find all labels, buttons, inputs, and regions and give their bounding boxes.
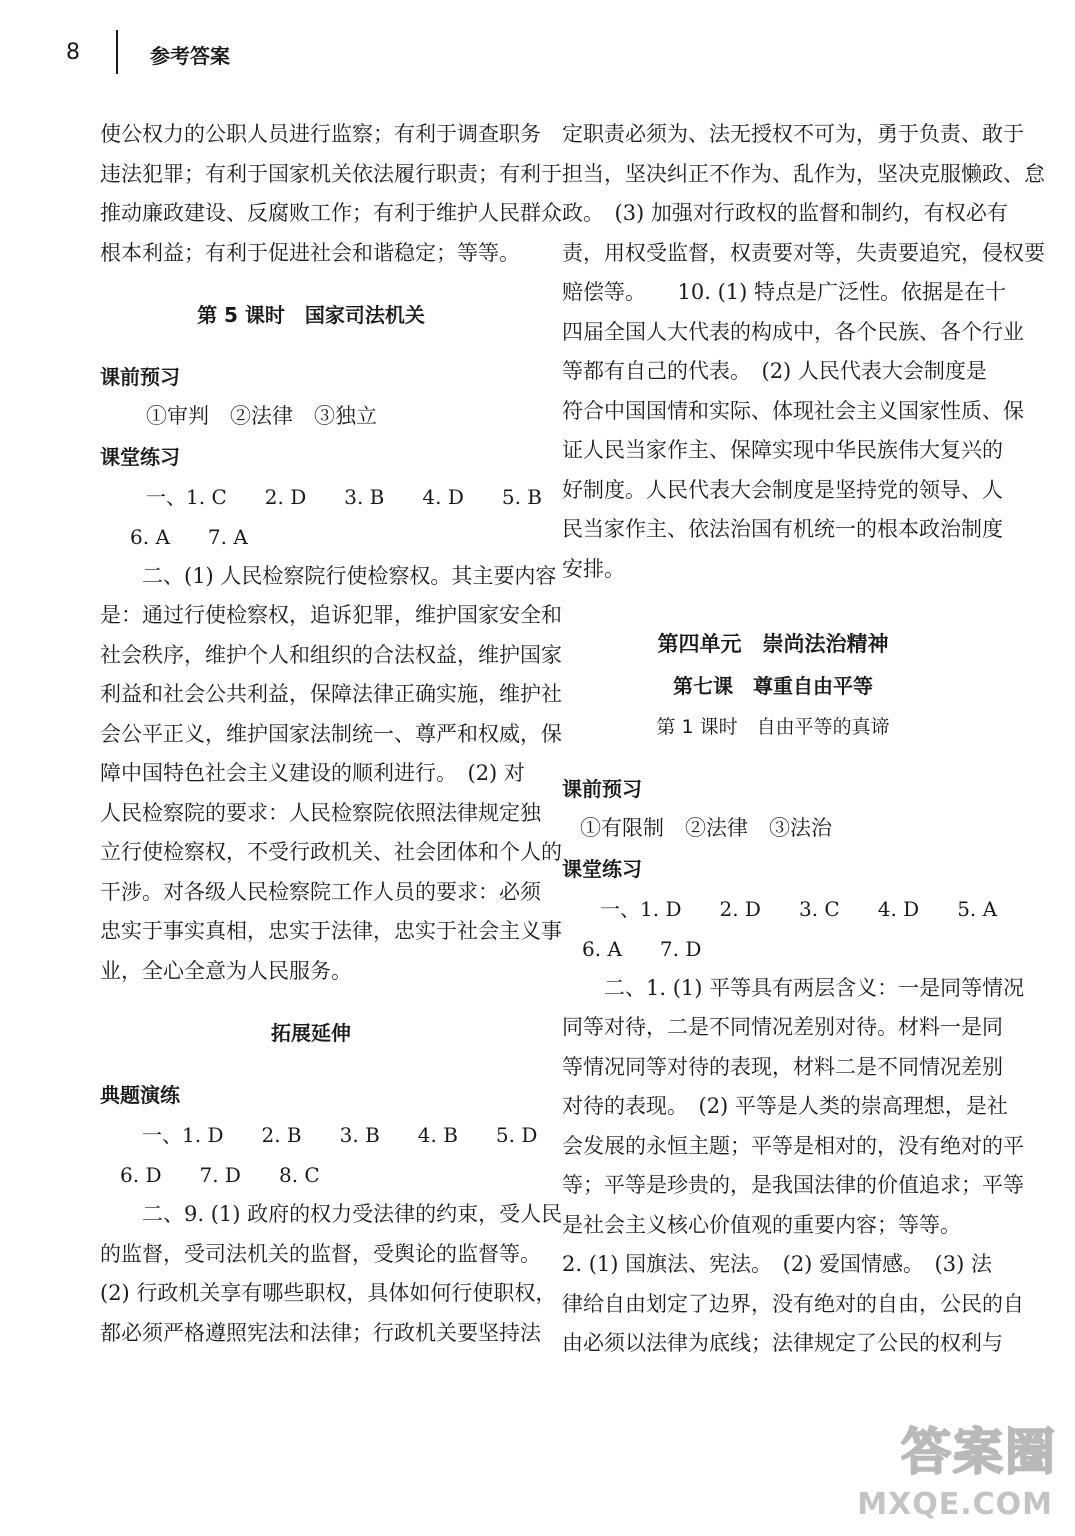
- text-line: 同等对待，二是不同情况差别对待。材料一是同: [562, 1015, 1003, 1039]
- text-line: 的监督，受司法机关的监督，受舆论的监督等。: [100, 1241, 541, 1266]
- practice-label: 课堂练习: [562, 856, 642, 881]
- text-line: 会发展的永恒主题；平等是相对的，没有绝对的平: [562, 1133, 1024, 1158]
- answer-item: 3. B: [339, 1123, 380, 1147]
- text-line: 二、1. (1) 平等具有两层含义：一是同等情况: [604, 975, 1025, 1000]
- text-line: 会公平正义，维护国家法制统一、尊严和权威，保: [100, 721, 562, 746]
- answer-item: 2. D: [264, 484, 307, 509]
- preview-label: 课前预习: [100, 365, 180, 389]
- text-line: 忠实于事实真相，忠实于法律，忠实于社会主义事: [100, 919, 562, 943]
- text-line: 律给自由划定了边界，没有绝对的自由，公民的自: [562, 1291, 1024, 1316]
- extension-title: 拓展延伸: [271, 1021, 351, 1045]
- answer-item: 5. A: [957, 896, 998, 921]
- text-line: 等；平等是珍贵的，是我国法律的价值追求；平等: [562, 1173, 1024, 1197]
- text-line: 利益和社会公共利益，保障法律正确实施，维护社: [100, 682, 562, 706]
- left-column: [100, 115, 563, 1353]
- answer-item: 4. D: [877, 896, 920, 921]
- period5-title: 第 5 课时 国家司法机关: [197, 303, 425, 327]
- answer-item: 4. D: [422, 484, 464, 509]
- text-line: 赔偿等。 10. (1) 特点是广泛性。依据是在十: [562, 280, 1006, 304]
- answer-item: 5. B: [501, 484, 542, 509]
- text-line: 政。 (3) 加强对行政权的监督和制约，有权必有: [562, 201, 1008, 225]
- practice-mc-row: [100, 517, 522, 557]
- practice-mc-row: [562, 889, 998, 929]
- answer-item: 7. D: [199, 1163, 241, 1187]
- text-line: 2. (1) 国旗法、宪法。 (2) 爱国情感。 (3) 法: [562, 1252, 992, 1276]
- text-line: 障中国特色社会主义建设的顺利进行。 (2) 对: [100, 761, 525, 785]
- text-line: 人民检察院的要求：人民检察院依照法律规定独: [100, 800, 541, 825]
- text-line: 立行使检察权，不受行政机关、社会团体和个人的: [100, 840, 562, 864]
- answer-item: 6. A: [582, 936, 622, 961]
- text-line: 干涉。对各级人民检察院工作人员的要求：必须: [100, 879, 541, 904]
- answer-item: 一、1. D: [600, 896, 682, 921]
- watermark-url: MXQE.COM: [857, 1487, 1053, 1522]
- text-line: 安排。: [562, 556, 625, 581]
- drill-label: 典题演练: [100, 1083, 180, 1107]
- unit-title: 第四单元 崇尚法治精神: [657, 632, 889, 656]
- answer-item: 5. D: [495, 1123, 538, 1147]
- text-line: 社会秩序，维护个人和组织的合法权益，维护国家: [100, 642, 562, 667]
- text-line: 使公权力的公职人员进行监察；有利于调查职务: [100, 122, 541, 146]
- text-line: 证人民当家作主、保障实现中华民族伟大复兴的: [562, 438, 1003, 462]
- text-line: 违法犯罪；有利于国家机关依法履行职责；有利于: [100, 161, 562, 186]
- text-line: 符合中国国情和实际、体现社会主义国家性质、保: [562, 398, 1024, 423]
- text-line: 业，全心全意为人民服务。: [100, 958, 352, 983]
- practice-mc-row: [562, 929, 984, 969]
- preview-label: 课前预习: [562, 777, 642, 801]
- answer-item: 2. D: [719, 896, 761, 921]
- answer-item: 6. D: [120, 1163, 162, 1187]
- watermark-text: 答案圈: [901, 1423, 1057, 1481]
- drill-mc-row: [100, 1115, 538, 1155]
- text-line: 由必须以法律为底线；法律规定了公民的权利与: [562, 1331, 1003, 1355]
- header-title: 参考答案: [150, 44, 230, 68]
- preview-answers: ①审判 ②法律 ③独立: [146, 404, 377, 428]
- answer-item: 3. C: [798, 896, 840, 921]
- header-divider: [116, 30, 118, 74]
- answer-item: 3. B: [344, 484, 385, 509]
- practice-mc-row: [100, 477, 542, 517]
- text-line: 根本利益；有利于促进社会和谐稳定；等等。: [100, 240, 520, 265]
- answer-item: 一、1. C: [146, 484, 227, 509]
- answer-item: 6. A: [130, 524, 170, 549]
- text-line: 等都有自己的代表。 (2) 人民代表大会制度是: [562, 359, 987, 383]
- text-line: 对待的表现。 (2) 平等是人类的崇高理想，是社: [562, 1094, 1008, 1118]
- answer-item: 4. B: [417, 1123, 458, 1147]
- preview-answers: ①有限制 ②法律 ③法治: [580, 816, 832, 840]
- text-line: 推动廉政建设、反腐败工作；有利于维护人民群众: [100, 201, 562, 225]
- lesson-title: 第七课 尊重自由平等: [673, 674, 873, 698]
- text-line: 是社会主义核心价值观的重要内容；等等。: [562, 1212, 961, 1237]
- text-line: (2) 行政机关享有哪些职权，具体如何行使职权，: [100, 1281, 557, 1305]
- answer-item: 7. D: [659, 936, 702, 961]
- practice-label: 课堂练习: [100, 444, 180, 469]
- text-line: 二、(1) 人民检察院行使检察权。其主要内容: [142, 563, 557, 588]
- text-line: 二、9. (1) 政府的权力受法律的约束，受人民: [142, 1202, 563, 1226]
- drill-mc-row: [100, 1155, 522, 1195]
- answer-item: 一、1. D: [142, 1123, 224, 1147]
- text-line: 定职责必须为、法无授权不可为，勇于负责、敢于: [562, 122, 1024, 146]
- text-line: 好制度。人民代表大会制度是坚持党的领导、人: [562, 477, 1003, 502]
- text-line: 等情况同等对待的表现，材料二是不同情况差别: [562, 1054, 1003, 1079]
- watermark-logo: [857, 1412, 1057, 1522]
- page-number: 8: [66, 40, 80, 65]
- text-line: 是：通过行使检察权，追诉犯罪，维护国家安全和: [100, 603, 562, 627]
- right-column: [562, 115, 1045, 1364]
- answer-item: 8. C: [278, 1163, 320, 1187]
- text-line: 责，用权受监督，权责要对等，失责要追究，侵权要: [562, 240, 1045, 265]
- text-line: 担当，坚决纠正不作为、乱作为，坚决克服懒政、怠: [562, 161, 1045, 186]
- text-line: 四届全国人大代表的构成中，各个民族、各个行业: [562, 319, 1024, 344]
- text-line: 民当家作主、依法治国有机统一的根本政治制度: [562, 517, 1003, 541]
- answer-item: 2. B: [261, 1123, 302, 1147]
- text-line: 都必须严格遵照宪法和法律；行政机关要坚持法: [100, 1320, 541, 1345]
- answer-item: 7. A: [207, 524, 248, 549]
- period-title: 第 1 课时 自由平等的真谛: [656, 716, 890, 738]
